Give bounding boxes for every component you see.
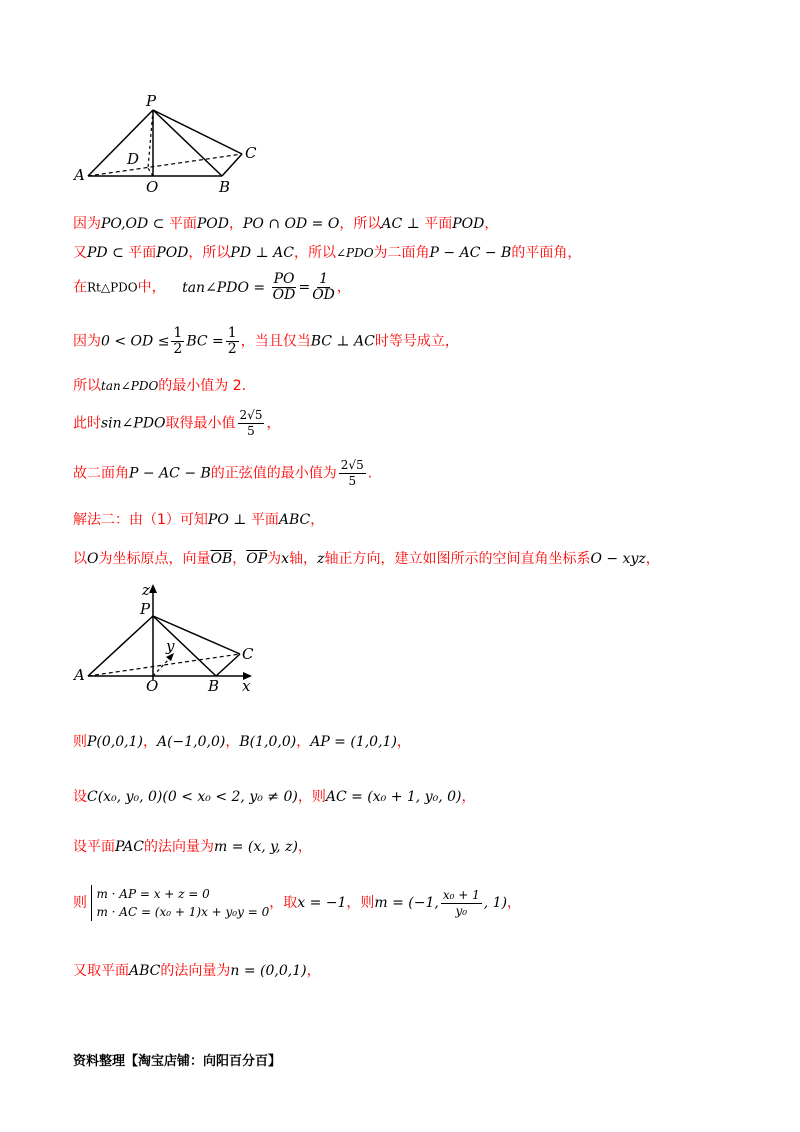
- label-C: C: [242, 645, 254, 663]
- text-line-8: 解法二：由（1）可知PO ⊥ 平面ABC，: [73, 512, 325, 528]
- text-line-3: 在Rt△PDO中， tan∠PDO = $\frac{PO}{OD}$ = $\frac{1}{OD}$ ，: [73, 271, 351, 303]
- label-B: B: [208, 677, 220, 695]
- label-x: x: [242, 677, 251, 695]
- label-P: P: [146, 92, 157, 110]
- label-A: A: [74, 166, 85, 184]
- text-line-4: 因为0 < OD ≤ $\frac{1}{2}$ BC = $\frac{1}{2}$ ，当且仅当BC ⊥ AC时等号成立，: [73, 325, 459, 357]
- label-O: O: [146, 178, 159, 196]
- text-line-6: 此时sin∠PDO取得最小值 $\frac{2√5}{5}$ ，: [73, 408, 281, 438]
- text-line-10: 则P(0,0,1)，A(−1,0,0)，B(1,0,0)，AP = (1,0,1)，: [73, 734, 411, 750]
- label-A: A: [74, 666, 85, 684]
- label-B: B: [219, 178, 231, 196]
- label-z: z: [142, 581, 150, 599]
- pyramid-figure-2: [70, 580, 270, 695]
- text-line-12: 设平面PAC的法向量为m = (x, y, z)，: [73, 839, 312, 855]
- text-line-9: 以O为坐标原点，向量$\overline{OB}$，$\overline{OP}$为x轴，z轴正方向，建立如图所示的空间直角坐标系O − xyz，: [73, 551, 660, 567]
- label-C: C: [245, 144, 257, 162]
- text-line-11: 设C(x₀, y₀, 0)(0 < x₀ < 2, y₀ ≠ 0)，则AC = (x₀ + 1, y₀, 0)，: [73, 789, 476, 805]
- label-y: y: [166, 637, 175, 655]
- text-line-5: 所以tan∠PDO的最小值为 2.: [73, 378, 247, 394]
- pyramid-figure-1: [70, 92, 270, 197]
- text-line-14: 又取平面ABC的法向量为n = (0,0,1)，: [73, 963, 321, 979]
- text-line-7: 故二面角P − AC − B的正弦值的最小值为 $\frac{2√5}{5}$ .: [73, 458, 373, 488]
- label-D: D: [127, 150, 140, 168]
- label-O: O: [146, 677, 159, 695]
- text-line-13: 则 m · AP = x + z = 0 m · AC = (x₀ + 1)x + y₀y = 0 ，取x = −1，则m = (−1, $\frac{\text{x₀ + 1}}{\text{y₀}}$ , 1)，: [73, 887, 522, 919]
- text-line-2: 又PD ⊂ 平面POD，所以PD ⊥ AC，所以∠PDO为二面角P − AC − B的平面角，: [73, 245, 582, 261]
- label-P: P: [140, 600, 151, 618]
- footer-source: 资料整理【淘宝店铺：向阳百分百】: [73, 1054, 282, 1069]
- text-line-1: 因为PO,OD ⊂ 平面POD，PO ∩ OD = O，所以AC ⊥ 平面POD，: [73, 216, 499, 232]
